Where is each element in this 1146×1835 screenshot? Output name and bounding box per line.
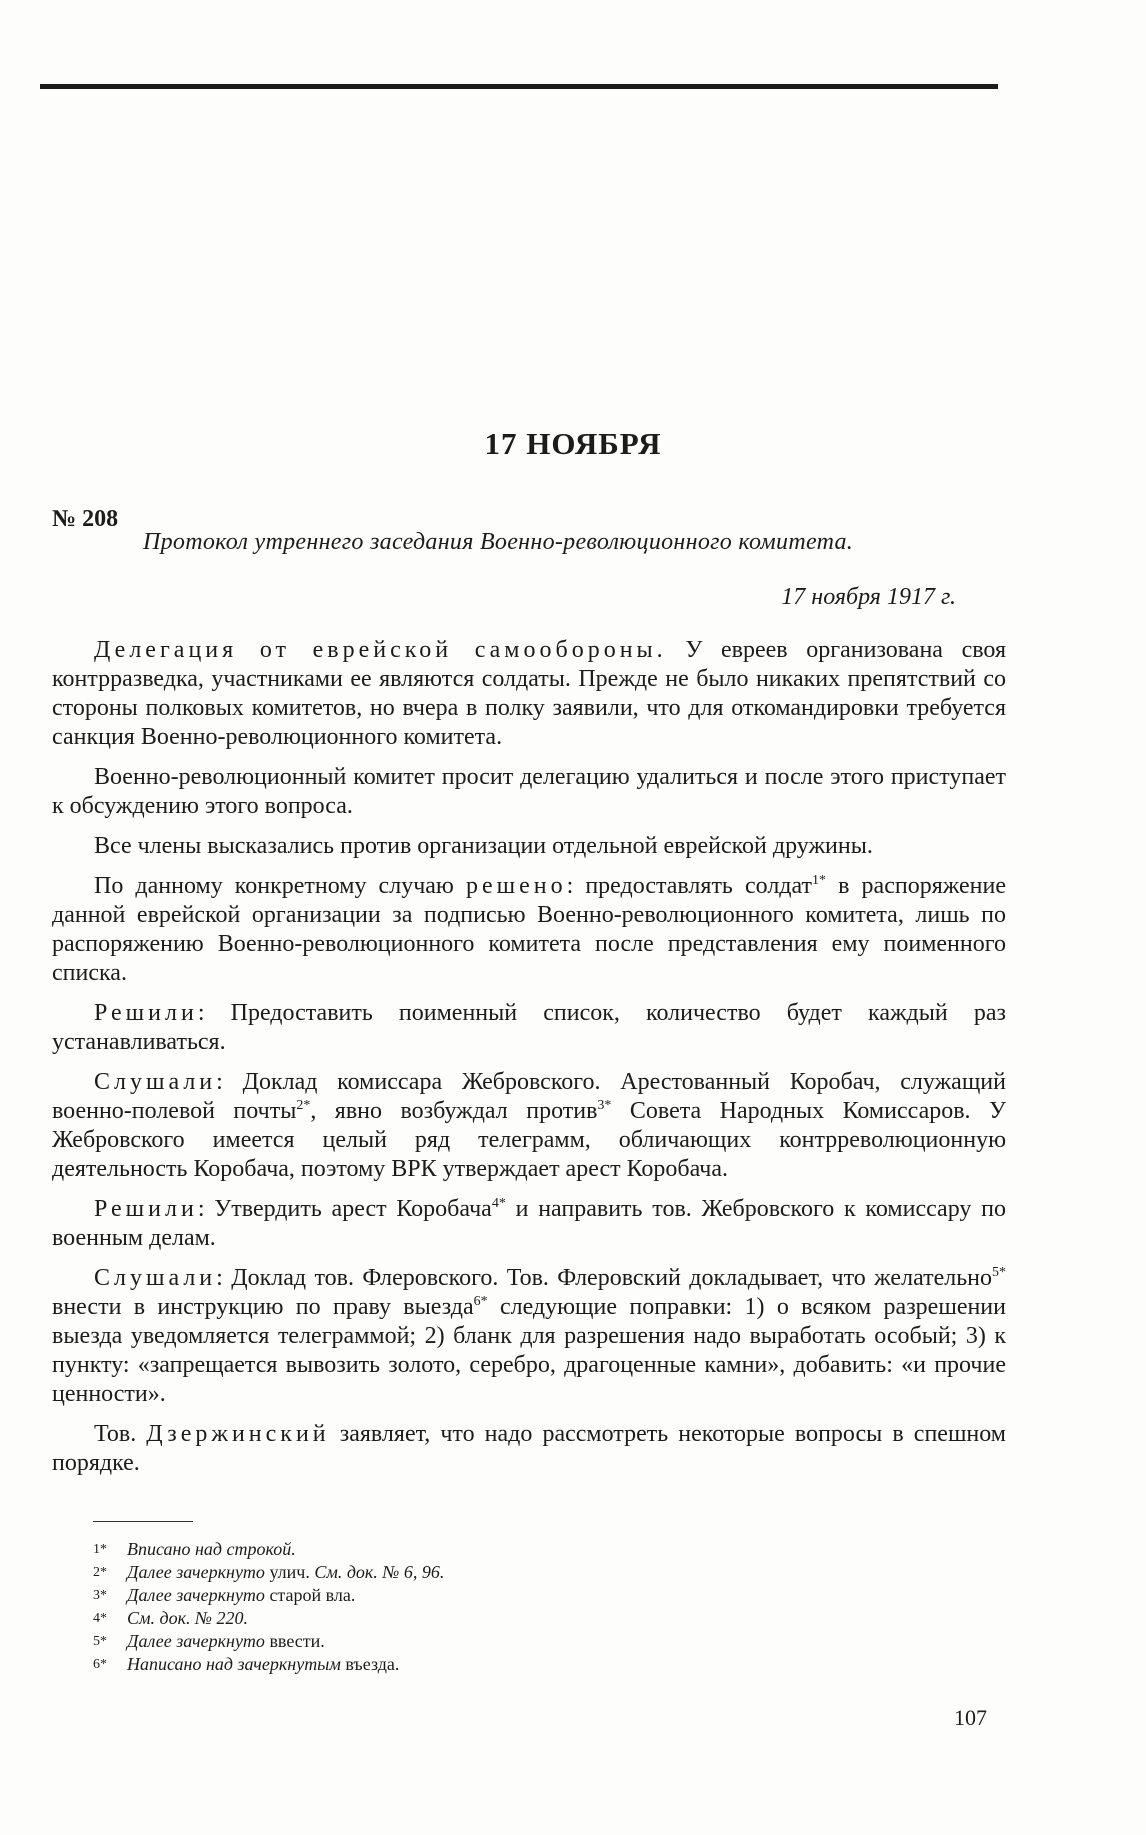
footnote-item <box>93 1630 444 1653</box>
footnote-italic: Далее зачеркнуто <box>127 1631 265 1651</box>
footnote-italic: Вписано над строкой. <box>127 1539 296 1559</box>
resolved-lead: Решили <box>94 1000 198 1026</box>
footnote-item <box>93 1584 444 1607</box>
paragraph-heard-flerovsky <box>52 1264 1006 1409</box>
paragraph-heard-zhebrovsky <box>52 1068 1006 1184</box>
heard-text-3: следующие поправки: 1) о всяком разрешении выезда уведомляется телеграммой; 2) бланк для разрешения надо выработать особый; 3) к пункту: «запрещается вывозить золото, серебро, драгоценные камни», добавить: «и прочие ценности». <box>52 1294 1006 1407</box>
heard-lead: Слушали <box>94 1265 217 1291</box>
protocol-body <box>52 636 1006 1489</box>
heard-text-2: , явно возбуждал против <box>310 1098 598 1124</box>
document-title: Протокол утреннего заседания Военно-революционного комитета. <box>143 529 854 555</box>
footnote-mark: 6* <box>93 1657 107 1672</box>
resolved-text-1: : Утвердить арест Коробача <box>197 1196 492 1222</box>
delegation-text: У евреев организована своя контрразведка, участниками ее являются солдаты. Прежде не было никаких препятствий со стороны полковых комитетов, но вчера в полку заявили, что для откомандировки требуется санкция Военно-революционного комитета. <box>52 637 1006 750</box>
heard-text-1: : Доклад комиссара Жебровского. Арестованный Коробач, служащий военно-полевой почты <box>52 1069 1006 1124</box>
footnote-item <box>93 1561 444 1584</box>
resolved-text: : Предоставить поименный список, количество будет каждый раз устанавливаться. <box>52 1000 1006 1055</box>
request-text: Военно-революционный комитет просит делегацию удалиться и после этого приступает к обсуждению этого вопроса. <box>52 764 1006 819</box>
heard-lead: Слушали <box>94 1069 217 1095</box>
paragraph-resolved-arrest <box>52 1195 1006 1253</box>
footnote-italic-2: См. док. № 6, 96. <box>314 1562 445 1582</box>
members-text: Все члены высказались против организации отдельной еврейской дружины. <box>94 833 873 859</box>
decision-middle: : предоставлять солдат <box>566 873 813 899</box>
footnote-mark: 2* <box>93 1565 107 1580</box>
footnote-ref: 1* <box>812 873 827 888</box>
footnote-italic: Далее зачеркнуто <box>127 1562 265 1582</box>
footnote-ref: 3* <box>597 1098 612 1113</box>
footnote-plain: въезда. <box>340 1654 400 1674</box>
footnote-item <box>93 1538 444 1561</box>
paragraph-request <box>52 763 1006 821</box>
document-number: № 208 <box>52 506 119 532</box>
heard-text-3: Совета Народных Комиссаров. У Жебровского имеется целый ряд телеграмм, обличающих контрреволюционную деятельность Коробача, поэтому ВРК утверждает арест Коробача. <box>52 1098 1007 1182</box>
paragraph-members <box>52 832 1006 861</box>
top-rule <box>40 84 998 89</box>
footnote-plain: старой вла. <box>264 1585 356 1605</box>
footnote-plain: улич. <box>264 1562 315 1582</box>
paragraph-resolved-list <box>52 999 1006 1057</box>
footnote-mark: 4* <box>93 1611 107 1626</box>
footnote-italic: См. док. № 220. <box>127 1608 248 1628</box>
footnote-mark: 3* <box>93 1588 107 1603</box>
paragraph-dzerzhinsky <box>52 1420 1006 1478</box>
resolved-lead: Решили <box>94 1196 198 1222</box>
footnote-plain: ввести. <box>264 1631 325 1651</box>
footnote-ref: 5* <box>992 1265 1006 1280</box>
heard-text-2: внести в инструкцию по праву выезда <box>52 1294 474 1320</box>
decision-after: в распоряжение данной еврейской организации за подписью Военно-революционного комитета, лишь по распоряжению Военно-революционного комитета после представления ему поименного списка. <box>52 873 1006 986</box>
footnote-ref: 6* <box>473 1294 488 1309</box>
section-heading: 17 НОЯБРЯ <box>484 426 662 461</box>
footnote-italic: Написано над зачеркнутым <box>127 1654 341 1674</box>
footnote-mark: 1* <box>93 1542 107 1557</box>
paragraph-delegation <box>52 636 1006 752</box>
footnote-mark: 5* <box>93 1634 107 1649</box>
dzerzhinsky-after: заявляет, что надо рассмотреть некоторые вопросы в спешном порядке. <box>52 1421 1006 1476</box>
delegation-lead: Делегация от еврейской самообороны. <box>94 637 667 663</box>
decision-before: По данному конкретному случаю <box>94 873 466 899</box>
footnote-rule <box>93 1521 193 1522</box>
heard-text-1: : Доклад тов. Флеровского. Тов. Флеровский докладывает, что желательно <box>216 1265 992 1291</box>
footnote-ref: 2* <box>296 1098 311 1113</box>
dzerzhinsky-before: Тов. <box>94 1421 147 1447</box>
page-number: 107 <box>954 1705 987 1730</box>
paragraph-decision <box>52 872 1006 988</box>
decision-spaced: решено <box>465 873 567 899</box>
resolved-text-2: и направить тов. Жебровского к комиссару по военным делам. <box>52 1196 1007 1251</box>
footnotes <box>93 1538 444 1676</box>
footnote-italic: Далее зачеркнуто <box>127 1585 265 1605</box>
footnote-ref: 4* <box>491 1196 506 1211</box>
footnote-item <box>93 1653 444 1676</box>
dzerzhinsky-spaced: Дзержинский <box>146 1421 330 1447</box>
document-date: 17 ноября 1917 г. <box>781 584 956 610</box>
footnote-item <box>93 1607 444 1630</box>
